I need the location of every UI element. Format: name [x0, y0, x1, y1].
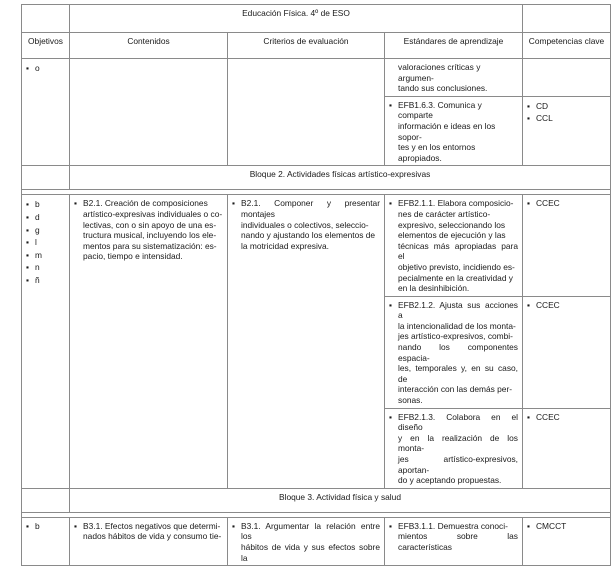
text-line: lectivas, con o sin apoyo de una es- — [83, 219, 217, 230]
objetivo-item: ñ — [35, 274, 40, 285]
objetivo-item: l — [35, 237, 37, 248]
block2-left-blank — [22, 166, 70, 190]
objetivos-list — [26, 198, 65, 286]
criterio-text — [232, 198, 380, 251]
text-line: nados hábitos de vida y consumo tie- — [83, 531, 222, 542]
objetivo-item: n — [35, 262, 40, 273]
text-line: información e ideas en los sopor- — [398, 120, 496, 142]
text-line: jes artístico-expresivos, aportan- — [398, 454, 518, 475]
header-competencias: Competencias clave — [523, 33, 611, 59]
bullet-icon: ▪ — [527, 411, 530, 422]
text-line: B2.1. Creación de composiciones — [83, 198, 208, 209]
text-line: hábitos de vida y sus efectos sobre la — [241, 541, 380, 563]
objetivo-item: o — [35, 63, 40, 73]
competencias-cell-r3 — [523, 517, 611, 565]
contenido-text — [74, 198, 223, 262]
competencia-item: ▪ CCEC — [527, 411, 560, 422]
text-line: elementos de ejecución y las — [398, 230, 506, 241]
text-line: EFB1.6.3. Comunica y comparte — [398, 99, 482, 121]
bullet-icon: ▪ — [527, 520, 530, 531]
competencias-cell-r2a — [523, 195, 611, 296]
estandar-text — [389, 300, 518, 406]
text-line: mentos para su sistematización: es- — [83, 240, 217, 251]
competencia-item: ▪ CCEC — [527, 198, 560, 209]
text-line: B3.1. Argumentar la relación entre los — [241, 520, 380, 542]
bullet-icon: ▪ — [527, 100, 530, 111]
contenidos-cell-r3 — [70, 517, 228, 565]
bullet-icon: ▪ — [26, 262, 29, 273]
estandar-text — [389, 62, 518, 94]
competencia-item: ▪ CCEC — [527, 299, 560, 310]
text-line: nes de carácter artístico- — [398, 208, 491, 219]
text-line: tes y en los entornos apropiados. — [398, 142, 476, 163]
text-line: EFB3.1.1. Demuestra conoci- — [398, 520, 508, 531]
block2-title: Bloque 2. Actividades físicas artístico-expresivas — [70, 166, 611, 190]
table-top-right-blank — [523, 5, 611, 33]
block3-left-blank — [22, 488, 70, 512]
objetivo-item: b — [35, 199, 40, 210]
estandar-text — [389, 521, 518, 553]
text-line: objetivo previsto, incidiendo es- — [398, 261, 515, 272]
list-item — [527, 112, 606, 125]
contenidos-cell-r1 — [70, 59, 228, 166]
table-top-left-blank — [22, 5, 70, 33]
competencias-cell-r2b — [523, 296, 611, 408]
bullet-icon: ▪ — [26, 199, 29, 210]
header-estandares: Estándares de aprendizaje — [385, 33, 523, 59]
criterios-cell-r2 — [228, 195, 385, 488]
text-line: pecialmente en la creatividad y — [398, 272, 513, 283]
competencias-cell-r1b — [523, 96, 611, 166]
list-item — [26, 62, 65, 75]
bullet-icon: ▪ — [389, 411, 392, 422]
bullet-icon: ▪ — [26, 249, 29, 260]
bullet-icon: ▪ — [26, 211, 29, 222]
text-line: B3.1. Efectos negativos que determi- — [83, 520, 221, 531]
estandar-cell-r2c — [385, 408, 523, 488]
list-item — [26, 224, 65, 237]
objetivo-item: m — [35, 249, 42, 260]
bullet-icon: ▪ — [527, 113, 530, 124]
list-item — [26, 274, 65, 287]
bullet-icon: ▪ — [26, 63, 29, 73]
estandar-text — [389, 412, 518, 486]
text-line: les, temporales y, en su caso, de — [398, 363, 518, 384]
bullet-icon: ▪ — [74, 198, 77, 209]
bullet-icon: ▪ — [26, 520, 29, 531]
list-item — [527, 100, 606, 113]
list-item — [26, 198, 65, 211]
bullet-icon: ▪ — [389, 198, 392, 209]
list-item — [26, 261, 65, 274]
text-line: tando sus conclusiones. — [398, 83, 488, 94]
competencia-item: CD — [536, 100, 549, 111]
text-line: sonas. — [398, 395, 423, 406]
objetivos-list — [26, 62, 65, 75]
estandar-text — [389, 100, 518, 164]
bullet-icon: ▪ — [389, 299, 392, 310]
estandar-text — [389, 198, 518, 293]
text-line: nando y ajustando los elementos de — [241, 230, 376, 241]
objetivo-item: d — [35, 211, 40, 222]
header-objetivos: Objetivos — [22, 33, 70, 59]
text-line: nando los componentes espacia- — [398, 342, 518, 363]
text-line: mientos sobre las características — [398, 531, 518, 552]
competencias-cell-r1a — [523, 59, 611, 97]
bullet-icon: ▪ — [26, 224, 29, 235]
text-line: pacio, tiempo e intensidad. — [83, 251, 183, 262]
list-item — [26, 249, 65, 262]
text-line: jes artístico-expresivos, combi- — [398, 331, 513, 342]
competencias-cell-r2c — [523, 408, 611, 488]
competencia-item: ▪ CMCCT — [527, 520, 567, 531]
estandar-cell-r2a — [385, 195, 523, 296]
text-line: EFB2.1.1. Elabora composicio- — [398, 198, 514, 209]
text-line: expresivo, seleccionando los — [398, 219, 506, 230]
text-line: EFB2.1.3. Colabora en el diseño — [398, 411, 518, 433]
criterios-cell-r1 — [228, 59, 385, 166]
contenido-text — [74, 521, 223, 542]
list-item — [26, 211, 65, 224]
text-line: interacción con las demás per- — [398, 384, 513, 395]
text-line: la intencionalidad de los monta- — [398, 320, 516, 331]
header-criterios: Criterios de evaluación — [228, 33, 385, 59]
competencia-item: CCL — [536, 113, 553, 124]
text-line: la motricidad expresiva. — [241, 240, 329, 251]
text-line: EFB2.1.2. Ajusta sus acciones a — [398, 299, 518, 321]
text-line: valoraciones críticas y argumen- — [398, 62, 481, 83]
competencias-list — [527, 100, 606, 125]
text-line: artístico-expresivas individuales o co- — [83, 208, 223, 219]
text-line: do y aceptando propuestas. — [398, 475, 502, 486]
criterio-text — [232, 521, 380, 563]
estandar-cell-r1b — [385, 96, 523, 166]
header-contenidos: Contenidos — [70, 33, 228, 59]
contenidos-cell-r2 — [70, 195, 228, 488]
text-line: y en la realización de los monta- — [398, 432, 518, 454]
objetivos-cell-r3 — [22, 517, 70, 565]
estandar-cell-r1a — [385, 59, 523, 97]
criterios-cell-r3 — [228, 517, 385, 565]
bullet-icon: ▪ — [527, 299, 530, 310]
objetivos-cell-r2 — [22, 195, 70, 488]
objetivo-item: ▪ b — [26, 520, 40, 531]
bullet-icon: ▪ — [26, 274, 29, 285]
text-line: tructura musical, incluyendo los ele- — [83, 230, 217, 241]
objetivos-cell-r1 — [22, 59, 70, 166]
text-line: B2.1. Componer y presentar montajes — [241, 198, 380, 219]
bullet-icon: ▪ — [74, 520, 77, 531]
block3-title: Bloque 3. Actividad física y salud — [70, 488, 611, 512]
list-item — [26, 236, 65, 249]
curriculum-table — [21, 4, 611, 566]
bullet-icon: ▪ — [232, 198, 235, 209]
text-line: técnicas más apropiadas para el — [398, 240, 518, 262]
estandar-cell-r2b — [385, 296, 523, 408]
bullet-icon: ▪ — [232, 520, 235, 531]
bullet-icon: ▪ — [389, 520, 392, 531]
text-line: en la desinhibición. — [398, 283, 470, 294]
text-line: individuales o colectivos, seleccio- — [241, 219, 369, 230]
bullet-icon: ▪ — [26, 237, 29, 248]
objetivo-item: g — [35, 224, 40, 235]
bullet-icon: ▪ — [527, 198, 530, 209]
estandar-cell-r3 — [385, 517, 523, 565]
table-title: Educación Física. 4º de ESO — [70, 5, 523, 33]
bullet-icon: ▪ — [389, 99, 392, 110]
